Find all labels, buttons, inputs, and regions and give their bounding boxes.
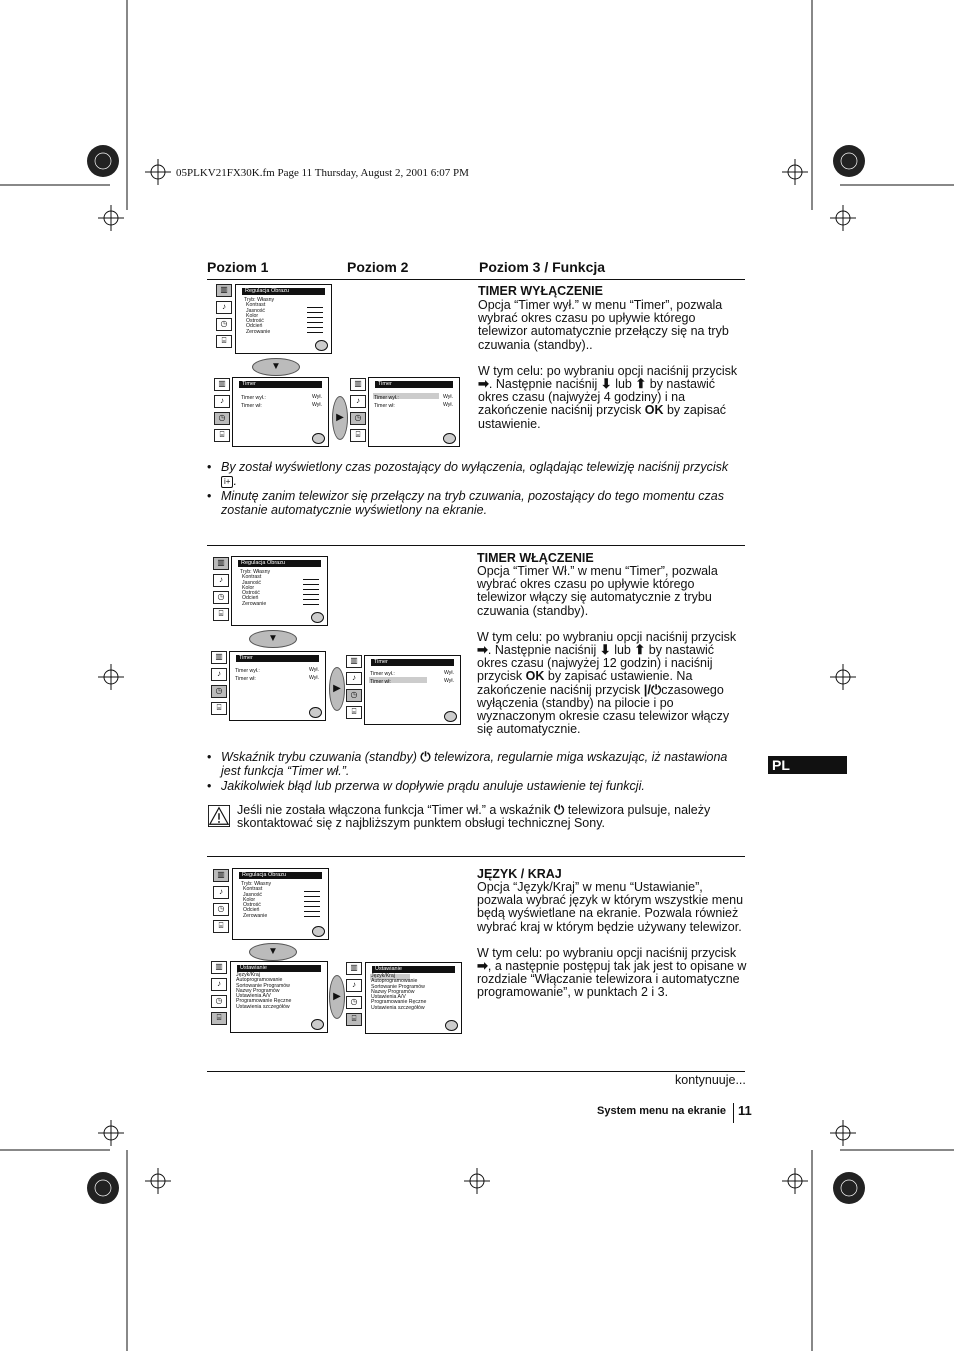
menu-item: Kolor — [243, 896, 256, 903]
text: lub — [614, 643, 631, 658]
menu-value: Wył. — [308, 675, 319, 681]
menu-title: Regulacja Obrazu — [238, 560, 321, 567]
menu-item: Timer wył.: — [235, 668, 260, 674]
menu-icons: ▥ ♪ ◷ ⌸ — [213, 557, 229, 625]
menu-item: Język/Kraj — [371, 973, 395, 979]
menu-item: Tryb: Własny — [241, 881, 272, 887]
menu-title: Regulacja Obrazu — [239, 872, 322, 879]
sound-icon: ♪ — [216, 301, 232, 314]
note-text: By został wyświetlony czas pozostający do wyłączenia, oglądając telewizję naciśnij przycisk — [221, 460, 729, 474]
timer-icon: ◷ — [216, 318, 232, 331]
menu-value: Wył. — [442, 394, 453, 400]
menu-item: Ostrość — [243, 902, 261, 909]
arrow-right-icon: ➡ — [478, 376, 489, 392]
arrow-right-icon: ▶ — [329, 975, 345, 1019]
timer-menu-screen — [229, 651, 326, 721]
setup-menu-screen — [230, 961, 328, 1033]
text: , a następnie postępuj tak jak jest to opisane w rozdziale “Włączanie telewizora i automatyczne programowanie”, w punktach 2 i 3. — [477, 959, 747, 1000]
menu-icons: ▥ ♪ ◷ ⌸ — [350, 378, 366, 446]
menu-item: Kontrast — [242, 574, 262, 581]
language-tab: PL — [768, 756, 847, 774]
section2-title: TIMER WŁĄCZENIE — [477, 551, 594, 565]
section2-notes — [207, 750, 742, 794]
note-text: Wskaźnik trybu czuwania (standby) — [221, 750, 417, 764]
section1-text — [478, 299, 746, 444]
text: . Następnie naciśnij — [488, 377, 598, 392]
section3-text — [477, 881, 747, 1013]
menu-title: Timer — [239, 381, 322, 388]
footer-title: System menu na ekranie — [597, 1105, 727, 1117]
menu-title: Regulacja Obrazu — [242, 288, 325, 295]
timer-menu-screen-selected — [368, 377, 460, 447]
arrow-down-icon: ▼ — [249, 943, 297, 961]
file-info: 05PLKV21FX30K.fm Page 11 Thursday, August 2, 2001 6:07 PM — [176, 167, 469, 179]
picture-icon: ▥ — [216, 284, 232, 297]
arrow-right-icon: ➡ — [477, 642, 488, 658]
menu-icons: ▥ ♪ ◷ ⌸ — [346, 655, 362, 723]
text: lub — [615, 377, 632, 392]
ok-icon — [311, 612, 324, 623]
menu-item: Kolor — [242, 584, 255, 591]
ok-icon — [311, 1019, 324, 1030]
menu-item: Odcień — [246, 323, 263, 330]
power-icon: ⏻ — [554, 802, 565, 817]
picture-menu-screen — [231, 556, 328, 626]
menu-title: Timer — [371, 659, 454, 666]
text: czasowego wyłączenia (standby) na pilocie i po wyznaczonym okresie czasu telewizor włączy się automatycznie. — [477, 682, 730, 737]
picture-menu-screen — [232, 868, 329, 940]
text: W tym celu: po wybraniu opcji naciśnij przycisk — [478, 363, 738, 378]
text: by nastawić okres czasu (najwyżej 12 godzin) i naciśnij przycisk — [477, 643, 715, 684]
warning-icon — [208, 805, 230, 827]
note-text: • Minutę zanim telewizor się przełączy na tryb czuwania, pozostający do tego momentu czas zostanie automatycznie wyświetlony na ekranie. — [207, 489, 737, 517]
menu-item: Ostrość — [246, 318, 264, 325]
menu-item: Jasność — [243, 891, 263, 898]
text: by nastawić okres czasu (najwyżej 4 godziny) i na zakończenie naciśnij przycisk — [478, 377, 716, 418]
menu-icons: ▥ ♪ ◷ ⌸ — [213, 869, 229, 937]
menu-item: Kontrast — [243, 886, 263, 893]
text: Jeśli nie została włączona funkcja “Timer wł.” a wskaźnik — [237, 803, 551, 817]
arrow-right-icon: ▶ — [332, 396, 348, 440]
menu-value: Wył. — [308, 667, 319, 673]
header-level2: Poziom 2 — [347, 259, 409, 275]
setup-menu-screen-selected — [365, 962, 462, 1034]
menu-item: Programowanie Ręczne — [371, 999, 427, 1006]
text: telewizora pulsuje, należy skontaktować się z najbliższym punktem obsługi technicznej Sony. — [237, 803, 711, 831]
arrow-down-icon: ▼ — [249, 630, 297, 648]
footer-divider — [733, 1103, 734, 1123]
menu-value: Wył. — [443, 670, 454, 676]
menu-item: Ustawienia A/V — [236, 993, 271, 1000]
section-rule — [207, 1071, 745, 1072]
menu-item: Ustawienia szczegółów — [236, 1003, 290, 1010]
menu-item: Odcień — [243, 907, 260, 914]
menu-item: Programowanie Ręczne — [236, 998, 292, 1005]
warning-text — [237, 804, 742, 830]
menu-item: Sortowanie Programów — [236, 982, 290, 989]
menu-value: Wył. — [442, 402, 453, 408]
menu-item: Ustawienia szczegółów — [371, 1004, 425, 1011]
section1-p1: Opcja “Timer wył.” w menu “Timer”, pozwala wybrać okres czasu po upływie którego telewizor automatycznie przełączy się na tryb czuwania (standby).. — [478, 298, 729, 352]
menu-item: Język/Kraj — [236, 972, 260, 978]
menu-item: Autoprogramowanie — [371, 978, 418, 985]
menu-icons: ▥ ♪ ◷ ⌸ — [211, 651, 227, 719]
menu-icons: ▥ ♪ ◷ ⌸ — [214, 378, 230, 446]
arrow-right-icon: ➡ — [477, 958, 488, 974]
menu-item: Jasność — [242, 579, 262, 586]
section3-title: JĘZYK / KRAJ — [477, 867, 562, 881]
menu-item: Zerowanie — [242, 600, 267, 607]
menu-item: Timer wył.: — [370, 671, 395, 677]
note-text: telewizora, regularnie miga wskazując, iż nastawiona jest funkcja “Timer wł.”. — [221, 750, 728, 778]
menu-item: Sortowanie Programów — [371, 983, 425, 990]
text: by zapisać ustawienie. — [478, 403, 727, 431]
menu-title: Ustawianie — [237, 965, 321, 972]
section1-notes: • By został wyświetlony czas pozostający do wyłączenia, oglądając telewizję naciśnij przycisk i+ . • Minutę zanim telewizor się przełączy na tryb czuwania, pozostający do tego momentu czas zostanie automatycznie wyświetlony na ekranie. — [207, 460, 737, 518]
menu-item: Timer wł: — [370, 679, 391, 685]
section-rule — [207, 856, 745, 857]
arrow-down-icon: ⬇ — [599, 642, 611, 658]
page-number: 11 — [738, 1103, 752, 1118]
menu-value: Wył. — [311, 402, 322, 408]
menu-item: Ustawienia A/V — [371, 994, 406, 1001]
header-rule — [207, 279, 745, 280]
menu-item: Zerowanie — [243, 912, 268, 919]
ok-label: OK — [644, 403, 664, 418]
arrow-down-icon: ▼ — [252, 358, 300, 376]
menu-value: Wył. — [443, 678, 454, 684]
menu-item: Nazwy Programów — [371, 988, 415, 995]
ok-icon — [312, 926, 325, 937]
menu-item: Ostrość — [242, 590, 260, 597]
note-text: • Jakikolwiek błąd lub przerwa w dopływie prądu anuluje ustawienie tej funkcji. — [207, 779, 742, 793]
menu-item: Timer wył.: — [241, 395, 266, 401]
menu-icons — [216, 284, 232, 352]
info-plus-icon: i+ — [221, 476, 233, 488]
arrow-up-icon: ⬆ — [634, 642, 646, 658]
section3-p1: Opcja “Język/Kraj” w menu “Ustawianie”, pozwala wybrać język w którym wszystkie menu będą wyświetlane na ekranie. Pozwala również wybrać kraj w którym będzie używany telewizor. — [477, 880, 744, 934]
section2-text — [477, 565, 747, 749]
menu-item: Timer wł: — [374, 403, 395, 409]
ok-icon — [445, 1020, 458, 1031]
ok-icon — [443, 433, 456, 444]
text: by zapisać ustawienie. Na zakończenie naciśnij przycisk — [477, 669, 693, 697]
section-rule — [207, 545, 745, 546]
ok-icon — [309, 707, 322, 718]
arrow-up-icon: ⬆ — [635, 376, 647, 392]
menu-title: Ustawianie — [372, 966, 455, 973]
text: W tym celu: po wybraniu opcji naciśnij przycisk — [477, 629, 737, 644]
menu-item: Timer wł: — [241, 403, 262, 409]
menu-item: Odcień — [242, 595, 259, 602]
header-level3: Poziom 3 / Funkcja — [479, 259, 606, 275]
menu-item: Tryb: Własny — [240, 569, 271, 575]
timer-menu-screen-selected — [364, 655, 461, 725]
section1-title: TIMER WYŁĄCZENIE — [478, 284, 603, 298]
ok-label: OK — [525, 669, 545, 684]
header-level1: Poziom 1 — [207, 259, 269, 275]
menu-value: Wył. — [311, 394, 322, 400]
menu-icons: ▥ ♪ ◷ ⌸ — [211, 961, 227, 1029]
section2-p1: Opcja “Timer Wł.” w menu “Timer”, pozwala wybrać okres czasu po upływie którego telewizor włączy się automatycznie z trybu czuwania (standby). — [477, 564, 718, 618]
ok-icon — [315, 340, 328, 351]
menu-item: Jasność — [246, 307, 266, 314]
arrow-right-icon: ▶ — [329, 667, 345, 711]
standby-button-icon: |/⏻ — [643, 681, 662, 697]
menu-title: Timer — [236, 655, 319, 662]
menu-item: Zerowanie — [246, 328, 271, 335]
menu-item: Autoprogramowanie — [236, 977, 283, 984]
text: . Następnie naciśnij — [487, 643, 597, 658]
continue-label: kontynuuje... — [675, 1073, 746, 1087]
timer-menu-screen — [232, 377, 329, 447]
ok-icon — [444, 711, 457, 722]
menu-item: Tryb: Własny — [244, 297, 275, 303]
menu-item: Kontrast — [246, 302, 266, 309]
menu-item: Kolor — [246, 312, 259, 319]
arrow-down-icon: ⬇ — [600, 376, 612, 392]
menu-item: Timer wył.: — [374, 395, 399, 401]
menu-icons: ▥ ♪ ◷ ⌸ — [346, 962, 362, 1030]
text: W tym celu: po wybraniu opcji naciśnij przycisk — [477, 945, 737, 960]
menu-title: Timer — [375, 381, 453, 388]
picture-menu-screen — [235, 284, 332, 354]
menu-item: Nazwy Programów — [236, 987, 280, 994]
ok-icon — [312, 433, 325, 444]
menu-item: Timer wł: — [235, 676, 256, 682]
setup-icon: ⌸ — [216, 335, 232, 348]
power-icon: ⏻ — [420, 749, 431, 764]
